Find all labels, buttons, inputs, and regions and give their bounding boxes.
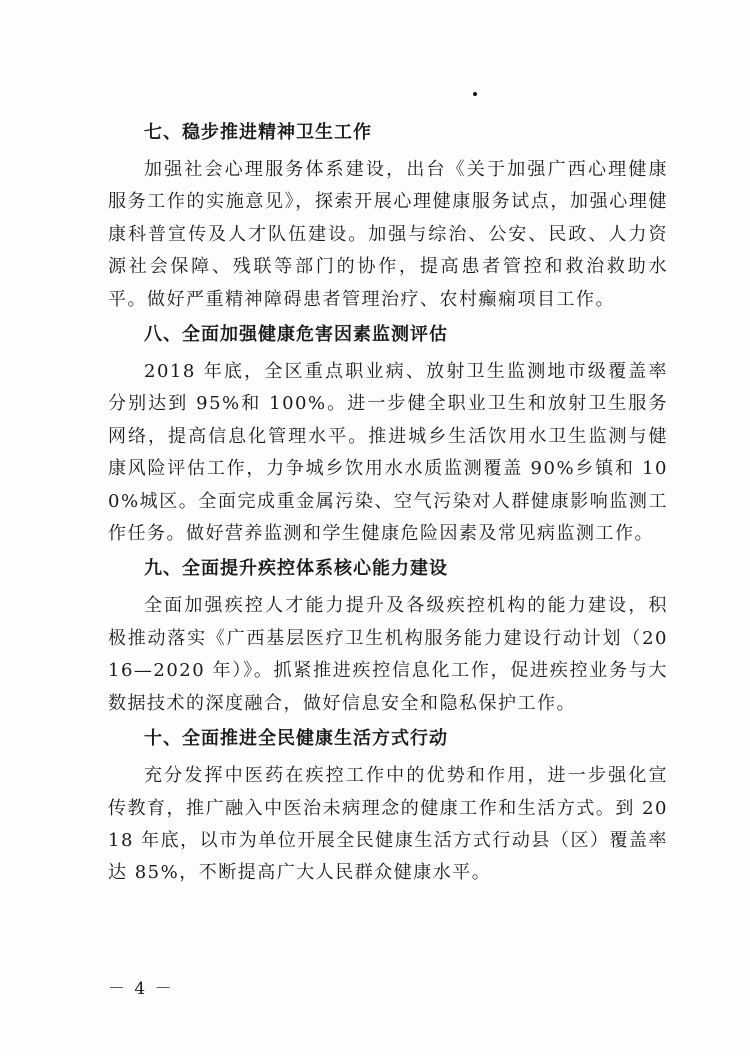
section-heading: 七、稳步推进精神卫生工作 bbox=[144, 122, 372, 143]
section-10 bbox=[108, 726, 668, 890]
section-paragraph: 充分发挥中医药在疾控工作中的优势和作用，进一步强化宣传教育，推广融入中医治未病理念的健康工作和生活方式。到 2018 年底，以市为单位开展全民健康生活方式行动县（区）覆盖率达 85%，不断提高广大人民群众健康水平。 bbox=[108, 765, 668, 884]
section-heading: 十、全面推进全民健康生活方式行动 bbox=[144, 728, 448, 750]
section-7 bbox=[108, 120, 668, 316]
section-heading: 九、全面提升疾控体系核心能力建设 bbox=[144, 558, 448, 580]
section-paragraph: 全面加强疾控人才能力提升及各级疾控机构的能力建设，积极推动落实《广西基层医疗卫生机构服务能力建设行动计划（2016—2020 年）》。抓紧推进疾控信息化工作，促进疾控业务与大数据技术的深度融合，做好信息安全和隐私保护工作。 bbox=[108, 595, 668, 714]
section-paragraph: 2018 年底，全区重点职业病、放射卫生监测地市级覆盖率分别达到 95%和 100%。进一步健全职业卫生和放射卫生服务网络，提高信息化管理水平。推进城乡生活饮用水卫生监测与健康风险评估工作，力争城乡饮用水水质监测覆盖 90%乡镇和 100%城区。全面完成重金属污染、空气污染对人群健康影响监测工作任务。做好营养监测和学生健康危险因素及常见病监测工作。 bbox=[108, 361, 668, 545]
scan-mark bbox=[473, 92, 477, 96]
section-8 bbox=[108, 322, 668, 550]
document-body bbox=[108, 120, 668, 896]
section-paragraph: 加强社会心理服务体系建设，出台《关于加强广西心理健康服务工作的实施意见》，探索开展心理健康服务试点，加强心理健康科普宣传及人才队伍建设。加强与综治、公安、民政、人力资源社会保障、残联等部门的协作，提高患者管控和救治救助水平。做好严重精神障碍患者管理治疗、农村癫痫项目工作。 bbox=[108, 159, 668, 310]
section-9 bbox=[108, 556, 668, 720]
page-number: － 4 － bbox=[108, 979, 174, 999]
section-heading: 八、全面加强健康危害因素监测评估 bbox=[144, 324, 448, 346]
